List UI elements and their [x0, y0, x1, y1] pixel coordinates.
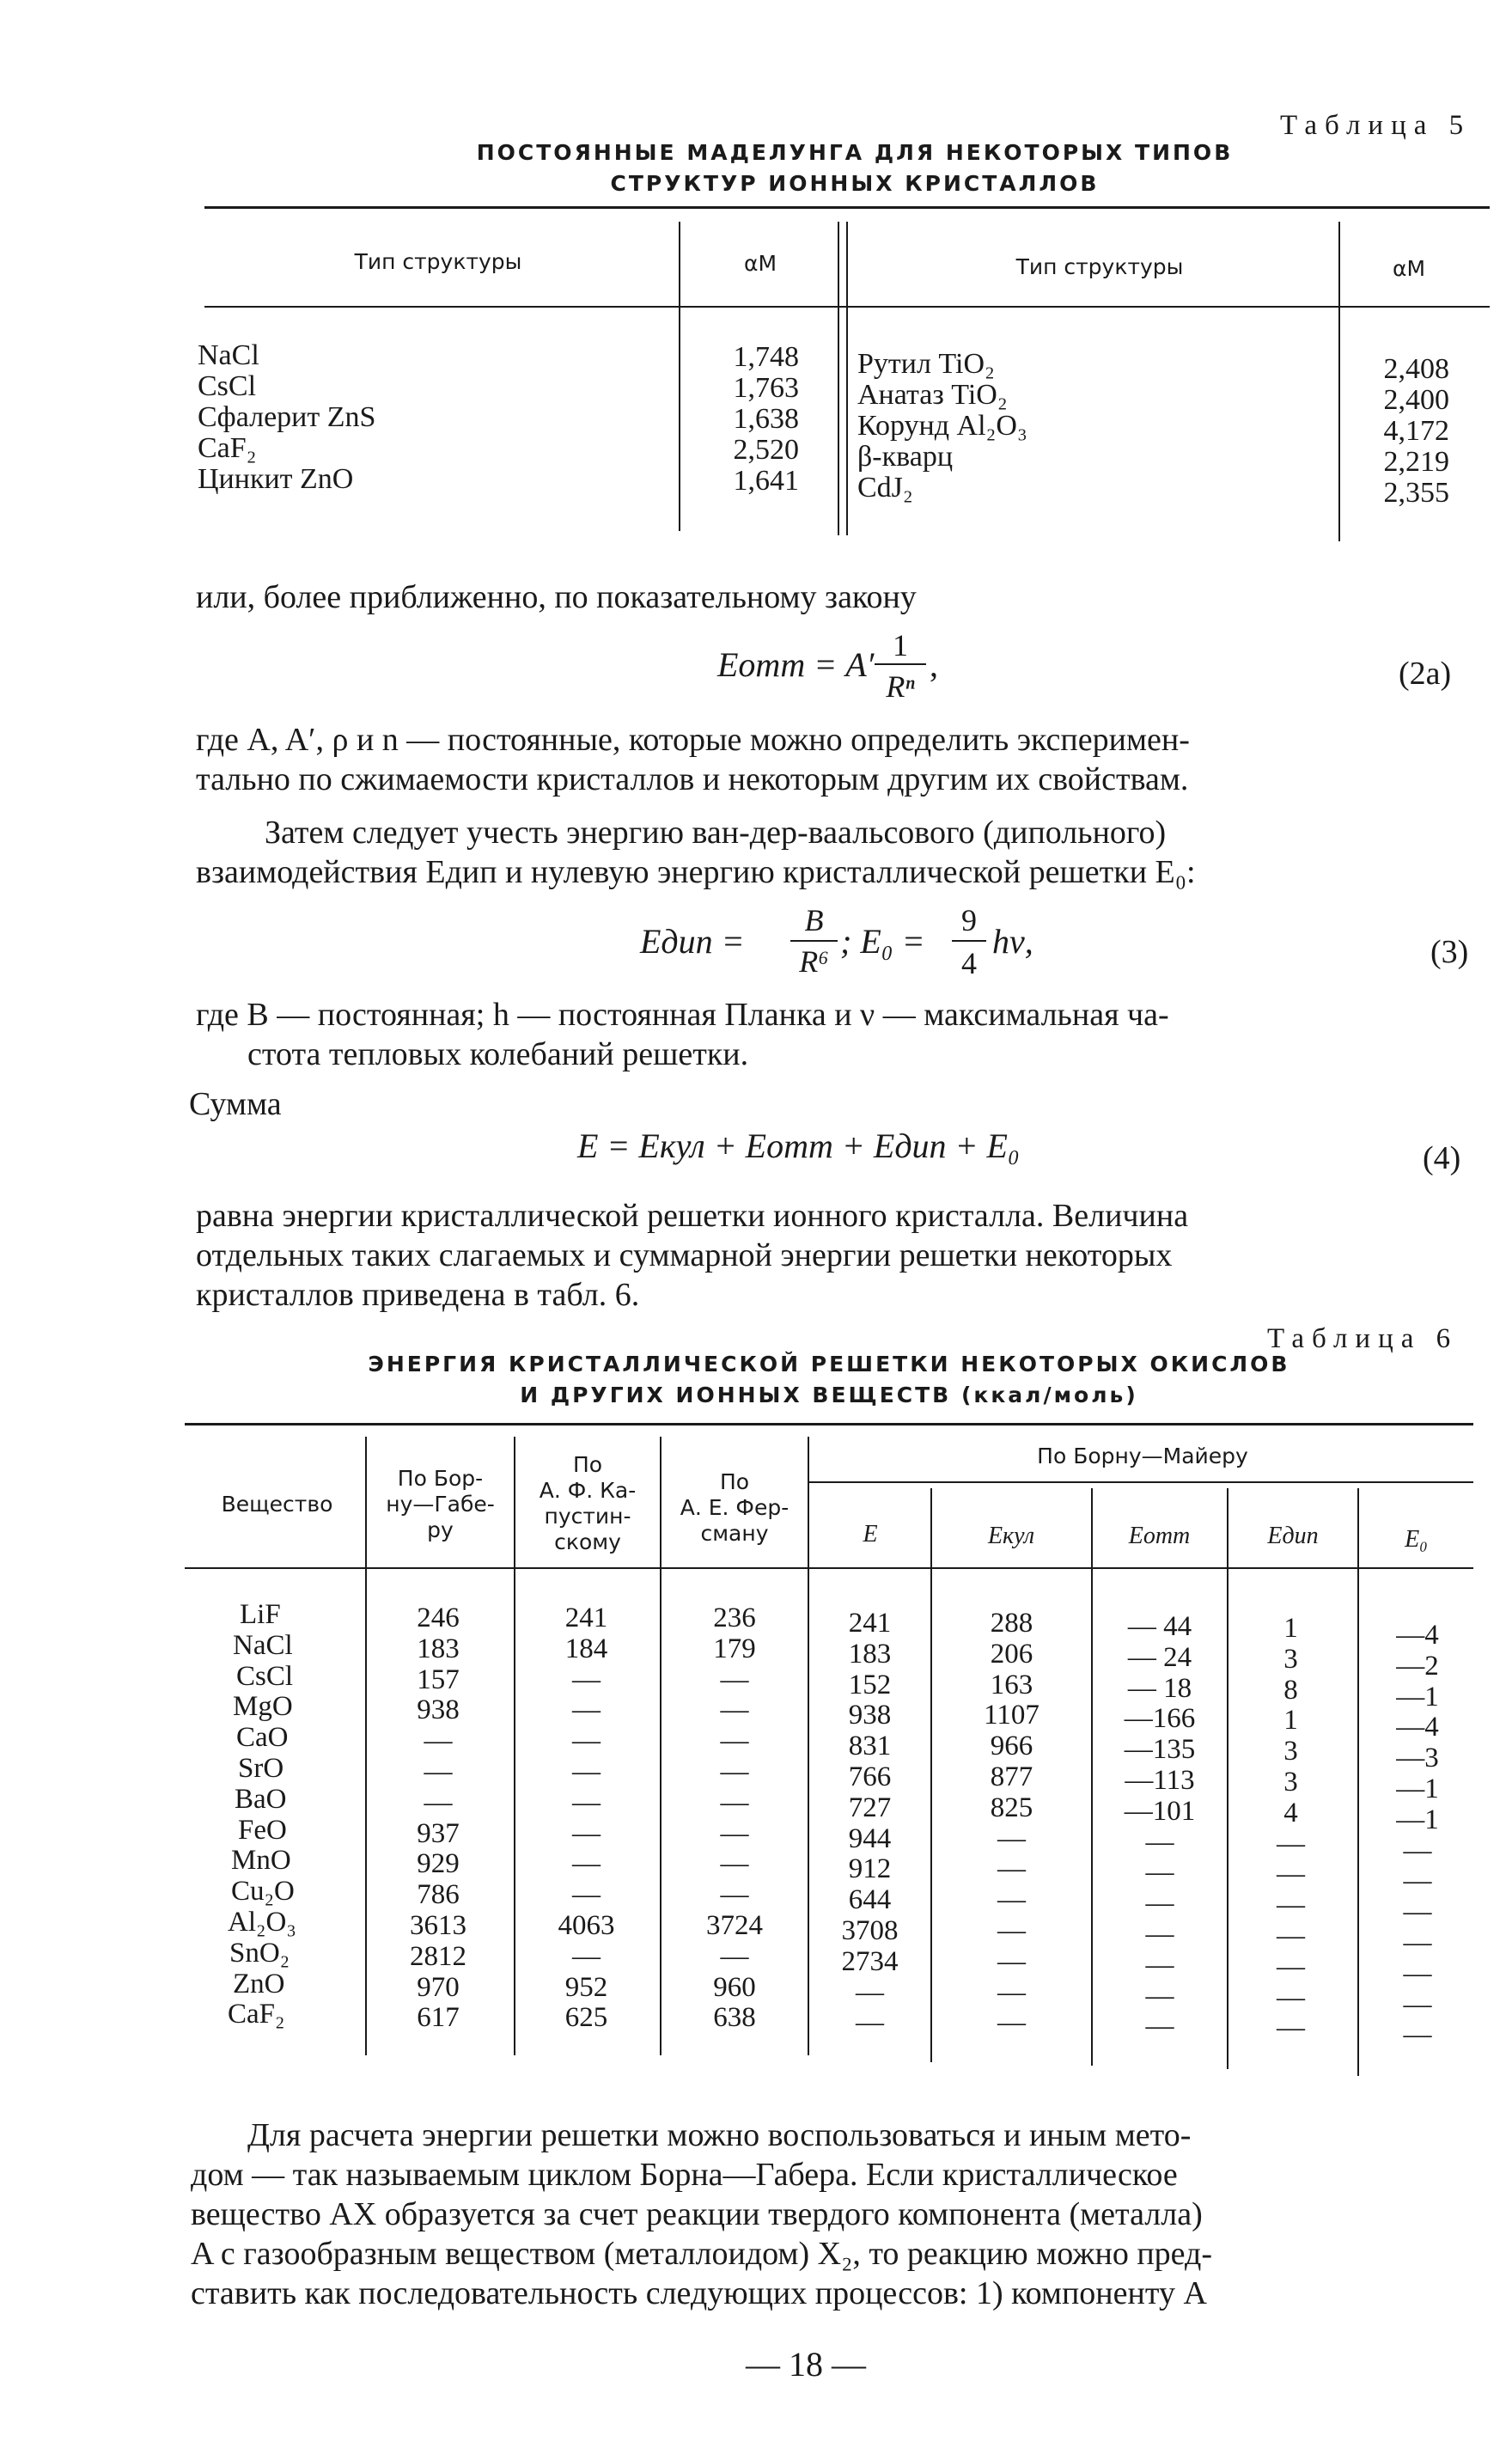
- equation-2a-numerator: 1: [893, 628, 908, 662]
- list-item: 1,763: [733, 372, 799, 404]
- table-cell: MgO: [233, 1691, 293, 1723]
- table-cell: —: [1277, 1920, 1305, 1951]
- table-cell: —: [1145, 2011, 1174, 2042]
- list-item: β-кварц: [857, 441, 954, 473]
- table-cell: 8: [1283, 1674, 1298, 1706]
- equation-4-number: (4): [1423, 1140, 1461, 1176]
- table5-title-line2: СТРУКТУР ИОННЫХ КРИСТАЛЛОВ: [610, 171, 1100, 196]
- table-cell: CaF₂: [228, 1999, 285, 2030]
- paragraph-line: отдельных таких слагаемых и суммарной энергии решетки некоторых: [196, 1237, 1173, 1273]
- table-cell: 183: [848, 1638, 892, 1670]
- table5-right-names: [857, 349, 1027, 504]
- table-cell: —: [997, 1945, 1026, 1977]
- list-item: CsCl: [198, 370, 257, 402]
- table6-col-born-haber: [378, 1603, 498, 2034]
- equation-3-lhs: Eдип =: [640, 922, 745, 961]
- table-cell: —: [720, 1694, 749, 1726]
- table-cell: 929: [417, 1848, 460, 1880]
- table-cell: —: [1145, 1857, 1174, 1889]
- table6-header-Edip: Eдип: [1267, 1523, 1319, 1549]
- table5-caption: Таблица 5: [1280, 110, 1472, 141]
- paragraph: [191, 2115, 1479, 2313]
- table-cell: 246: [417, 1602, 460, 1633]
- table6-divider: [1357, 1488, 1359, 2076]
- paragraph-line: дом — так называемым циклом Борна—Габера. Если кристаллическое: [191, 2157, 1178, 2193]
- list-item: Рутил TiO₂: [857, 348, 995, 380]
- list-item: 2,520: [733, 434, 799, 466]
- table-cell: 3708: [841, 1914, 899, 1946]
- table6-divider: [660, 1437, 662, 2055]
- table-cell: —: [997, 1976, 1026, 2008]
- table-cell: 157: [417, 1664, 460, 1695]
- table5-center-double-1: [838, 222, 839, 535]
- table-cell: —: [720, 1664, 749, 1695]
- table-cell: — 44: [1127, 1611, 1192, 1642]
- table-cell: 2812: [410, 1940, 466, 1972]
- table6-col-Ekul: [941, 1609, 1082, 2039]
- paragraph-line: где A, A′, ρ и n — постоянные, которые можно определить эксперимен-: [196, 722, 1190, 758]
- equation-3-middle: ; E₀ =: [840, 922, 925, 961]
- table6-header-E0: E₀: [1405, 1526, 1428, 1553]
- table6-divider: [365, 1437, 367, 2055]
- table-cell: 938: [848, 1700, 892, 1731]
- table-cell: —: [856, 2007, 884, 2039]
- table-cell: —: [1145, 1980, 1174, 2012]
- table-cell: 241: [564, 1602, 608, 1633]
- table5-divider: [679, 222, 680, 531]
- table-cell: —: [720, 1879, 749, 1911]
- table-cell: 912: [848, 1853, 892, 1885]
- table-cell: —: [1403, 2019, 1432, 2051]
- table-cell: 1: [1283, 1613, 1298, 1644]
- list-item: CdJ₂: [857, 472, 913, 504]
- table-cell: —: [1403, 1834, 1432, 1866]
- table-cell: 1: [1283, 1705, 1298, 1737]
- table-cell: —: [720, 1848, 749, 1880]
- table-cell: —: [1403, 1957, 1432, 1989]
- fraction-bar: [952, 940, 986, 942]
- table-cell: —: [1403, 1988, 1432, 2020]
- table6-col-Eott: [1100, 1612, 1220, 2042]
- table-cell: —: [572, 1786, 601, 1818]
- table-cell: 206: [990, 1638, 1033, 1670]
- table-cell: —: [1145, 1949, 1174, 1981]
- table5-header-alpha-left: αM: [743, 251, 777, 276]
- table-cell: 617: [417, 2002, 460, 2034]
- paragraph: [196, 1196, 1485, 1315]
- equation-3-denominator-2: 4: [961, 946, 977, 980]
- list-item: 2,219: [1383, 446, 1449, 478]
- table6-col-Edip: [1237, 1614, 1344, 2044]
- table-cell: —: [997, 1853, 1026, 1885]
- table-cell: 3: [1283, 1766, 1298, 1798]
- fraction-bar: [875, 663, 926, 665]
- table-cell: —: [1277, 1859, 1305, 1890]
- paragraph-line: Для расчета энергии решетки можно воспользоваться и иным мето-: [247, 2117, 1192, 2153]
- paragraph-line: Затем следует учесть энергию ван-дер-ваальсового (дипольного): [265, 815, 1167, 851]
- list-item: 1,641: [733, 465, 799, 497]
- table-cell: 625: [564, 2002, 608, 2034]
- table6-divider: [514, 1437, 515, 2055]
- table-cell: SnO₂: [229, 1937, 290, 1969]
- table-cell: —: [1403, 1865, 1432, 1897]
- table-cell: BaO: [235, 1783, 287, 1815]
- table-cell: —: [424, 1755, 453, 1787]
- table5-header-alpha-right: αM: [1392, 256, 1426, 281]
- table6-header-Ekul: Eкул: [987, 1523, 1035, 1549]
- table-cell: 3724: [706, 1909, 763, 1941]
- table-cell: 3613: [410, 1909, 466, 1941]
- list-item: 1,638: [733, 403, 799, 435]
- table6-title: [335, 1349, 1323, 1411]
- list-item: 4,172: [1383, 415, 1449, 447]
- table6-caption: Таблица 6: [1267, 1323, 1459, 1354]
- paragraph-line: тально по сжимаемости кристаллов и некоторым другим их свойствам.: [196, 761, 1189, 797]
- table-cell: Cu₂O: [231, 1876, 295, 1908]
- table-cell: 236: [713, 1602, 756, 1633]
- list-item: Цинкит ZnO: [198, 463, 354, 495]
- table5-center-double-2: [846, 222, 848, 535]
- equation-3-tail: hν,: [992, 922, 1033, 961]
- table-cell: —: [997, 1822, 1026, 1854]
- table-cell: —113: [1125, 1764, 1195, 1796]
- table-cell: —1: [1396, 1681, 1439, 1712]
- list-item: 2,355: [1383, 477, 1449, 509]
- table6-col-fersman: [670, 1603, 799, 2034]
- paragraph-line: кристаллов приведена в табл. 6.: [196, 1277, 640, 1313]
- paragraph-line: вещество AX образуется за счет реакции твердого компонента (металла): [191, 2196, 1203, 2232]
- equation-3-number: (3): [1430, 934, 1469, 970]
- table-cell: 825: [990, 1792, 1033, 1823]
- table-cell: 1107: [984, 1700, 1040, 1731]
- table6-header-kapustinsky: По А. Ф. Ка- пустин- скому: [539, 1452, 637, 1554]
- table6-title-line1: ЭНЕРГИЯ КРИСТАЛЛИЧЕСКОЙ РЕШЕТКИ НЕКОТОРЫХ ОКИСЛОВ: [368, 1352, 1290, 1377]
- table-cell: —: [1277, 2012, 1305, 2044]
- table-cell: —101: [1124, 1795, 1196, 1827]
- table5-divider: [1338, 222, 1340, 541]
- table-cell: 183: [417, 1633, 460, 1664]
- table-cell: 638: [713, 2002, 756, 2034]
- table-cell: MnO: [231, 1845, 291, 1877]
- table-cell: —: [997, 1884, 1026, 1916]
- table-cell: FeO: [238, 1814, 287, 1846]
- table5-left-names: [198, 340, 375, 495]
- table-cell: —: [1403, 1896, 1432, 1928]
- table-cell: —: [1145, 1888, 1174, 1920]
- equation-2a-denominator: Rⁿ: [886, 669, 915, 704]
- table-cell: —: [572, 1940, 601, 1972]
- table-cell: 163: [990, 1669, 1033, 1700]
- paragraph: [196, 720, 1485, 799]
- table-cell: —: [720, 1725, 749, 1757]
- equation-3-numerator-1: B: [804, 903, 824, 937]
- table-cell: 966: [990, 1731, 1033, 1762]
- table5-title-line1: ПОСТОЯННЫЕ МАДЕЛУНГА ДЛЯ НЕКОТОРЫХ ТИПОВ: [476, 140, 1234, 165]
- table-cell: 960: [713, 1971, 756, 2003]
- table6-col-E: [816, 1609, 924, 2039]
- table-cell: 3: [1283, 1643, 1298, 1675]
- table6-divider: [930, 1488, 932, 2062]
- table-cell: 938: [417, 1694, 460, 1726]
- table-cell: 937: [417, 1817, 460, 1849]
- list-item: 1,748: [733, 341, 799, 373]
- table-cell: —1: [1396, 1773, 1439, 1804]
- table6-header-Eott: Eотт: [1128, 1523, 1191, 1549]
- paragraph-line: ставить как последовательность следующих процессов: 1) компоненту A: [191, 2275, 1207, 2311]
- table6-col-E0: [1370, 1621, 1465, 2051]
- table-cell: —: [1145, 1826, 1174, 1858]
- table-cell: —: [1277, 1981, 1305, 2013]
- table6-header-substance: Вещество: [221, 1492, 333, 1517]
- table-cell: 952: [564, 1971, 608, 2003]
- table-cell: 4: [1283, 1797, 1298, 1828]
- equation-2a-lhs: Eотт = A′: [717, 645, 875, 684]
- table-cell: —: [424, 1725, 453, 1757]
- table-cell: —: [572, 1664, 601, 1695]
- table-cell: —166: [1124, 1703, 1196, 1735]
- list-item: Анатаз TiO₂: [857, 379, 1008, 411]
- table6-divider: [1227, 1488, 1228, 2069]
- table-cell: CsCl: [236, 1660, 294, 1692]
- table6-divider: [808, 1437, 809, 2055]
- table-cell: —: [1145, 1918, 1174, 1950]
- paragraph-line: стота тепловых колебаний решетки.: [247, 1036, 749, 1072]
- equation-4: E = Eкул + Eотт + Eдип + E₀: [577, 1126, 1020, 1165]
- table5-right-values: [1359, 354, 1449, 509]
- table-cell: —1: [1396, 1804, 1439, 1835]
- table6-top-rule: [185, 1423, 1473, 1425]
- table-cell: —: [720, 1755, 749, 1787]
- table-cell: 644: [848, 1884, 892, 1916]
- table-cell: — 18: [1127, 1672, 1192, 1704]
- table-cell: —: [572, 1879, 601, 1911]
- table-cell: —4: [1396, 1620, 1439, 1651]
- table6-divider: [1091, 1488, 1093, 2066]
- table-cell: 4063: [558, 1909, 615, 1941]
- paragraph: или, более приближенно, по показательному закону: [196, 579, 917, 615]
- table-cell: —: [720, 1817, 749, 1849]
- paragraph: Сумма: [189, 1086, 282, 1122]
- table-cell: —135: [1124, 1734, 1196, 1766]
- equation-2a-tail: ,: [930, 645, 938, 684]
- table6-header-born-mayer: По Борну—Майеру: [1037, 1444, 1248, 1468]
- table6-col-kapustinsky: [524, 1603, 649, 2034]
- table-cell: —: [1277, 1828, 1305, 1859]
- paragraph-line: равна энергии кристаллической решетки ионного кристалла. Величина: [196, 1198, 1189, 1234]
- table-cell: —: [1403, 1926, 1432, 1958]
- page-number: — 18 —: [746, 2345, 866, 2384]
- table-cell: 3: [1283, 1736, 1298, 1767]
- list-item: 2,408: [1383, 353, 1449, 385]
- table-cell: —: [572, 1848, 601, 1880]
- table-cell: —: [997, 1914, 1026, 1946]
- table-cell: 184: [564, 1633, 608, 1664]
- table6-header-rule: [185, 1567, 1473, 1569]
- table-cell: —: [1277, 1889, 1305, 1921]
- table-cell: 241: [848, 1608, 892, 1639]
- table-cell: —: [572, 1725, 601, 1757]
- paragraph: [196, 813, 1485, 892]
- table-cell: 152: [848, 1669, 892, 1700]
- equation-3-denominator-1: R⁶: [799, 944, 829, 979]
- table-cell: 2734: [841, 1945, 899, 1977]
- table-cell: 970: [417, 1971, 460, 2003]
- table-cell: Al₂O₃: [228, 1906, 296, 1938]
- paragraph: [196, 995, 1485, 1074]
- table6-subheader-rule: [809, 1481, 1473, 1483]
- equation-2a-number: (2а): [1399, 656, 1452, 692]
- table-cell: 786: [417, 1879, 460, 1911]
- table-cell: —: [572, 1755, 601, 1787]
- table-cell: NaCl: [233, 1629, 293, 1661]
- table-cell: —: [1277, 1950, 1305, 1982]
- list-item: Сфалерит ZnS: [198, 401, 376, 433]
- table5-title: [361, 137, 1349, 199]
- table-cell: —4: [1396, 1712, 1439, 1743]
- table-cell: 831: [848, 1731, 892, 1762]
- table-cell: —: [572, 1817, 601, 1849]
- table5-header-type-left: Тип структуры: [354, 249, 522, 274]
- paragraph-line: взаимодействия Eдип и нулевую энергию кристаллической решетки E₀:: [196, 854, 1196, 890]
- table-cell: —: [720, 1786, 749, 1818]
- fraction-bar: [790, 940, 838, 942]
- table-cell: 766: [848, 1761, 892, 1792]
- table-cell: 179: [713, 1633, 756, 1664]
- table-cell: —2: [1396, 1650, 1439, 1682]
- table-cell: —: [856, 1976, 884, 2008]
- table-cell: —: [720, 1940, 749, 1972]
- table5-top-rule: [204, 206, 1490, 209]
- table-cell: 944: [848, 1822, 892, 1854]
- table-cell: —: [424, 1786, 453, 1818]
- table6-header-E: E: [863, 1521, 878, 1548]
- list-item: Корунд Al₂O₃: [857, 410, 1027, 442]
- table-cell: —3: [1396, 1743, 1439, 1774]
- table-cell: CaO: [236, 1722, 289, 1754]
- list-item: CaF₂: [198, 432, 257, 464]
- table6-title-line2: И ДРУГИХ ИОННЫХ ВЕЩЕСТВ (ккал/моль): [520, 1383, 1138, 1407]
- table-cell: ZnO: [233, 1968, 285, 1999]
- table-cell: LiF: [240, 1599, 281, 1630]
- table-cell: —: [997, 2007, 1026, 2039]
- list-item: NaCl: [198, 339, 259, 371]
- list-item: 2,400: [1383, 384, 1449, 416]
- paragraph-line: A с газообразным веществом (металлоидом) X₂, то реакцию можно пред-: [191, 2236, 1213, 2272]
- table-cell: — 24: [1127, 1641, 1192, 1673]
- table6-header-fersman: По А. Е. Фер- сману: [680, 1469, 790, 1546]
- equation-3-numerator-2: 9: [961, 903, 977, 937]
- table-cell: —: [572, 1694, 601, 1726]
- table-cell: 288: [990, 1608, 1033, 1639]
- table6-col-substance: [219, 1600, 348, 2030]
- table5-left-values: [713, 342, 799, 497]
- table6-header-born-haber: По Бор- ну—Габе- ру: [386, 1466, 495, 1542]
- table-cell: 877: [990, 1761, 1033, 1792]
- table-cell: 727: [848, 1792, 892, 1823]
- paragraph-line: где B — постоянная; h — постоянная Планка и ν — максимальная ча-: [196, 997, 1169, 1033]
- table5-header-type-right: Тип структуры: [1015, 254, 1184, 279]
- table-cell: SrO: [238, 1752, 284, 1784]
